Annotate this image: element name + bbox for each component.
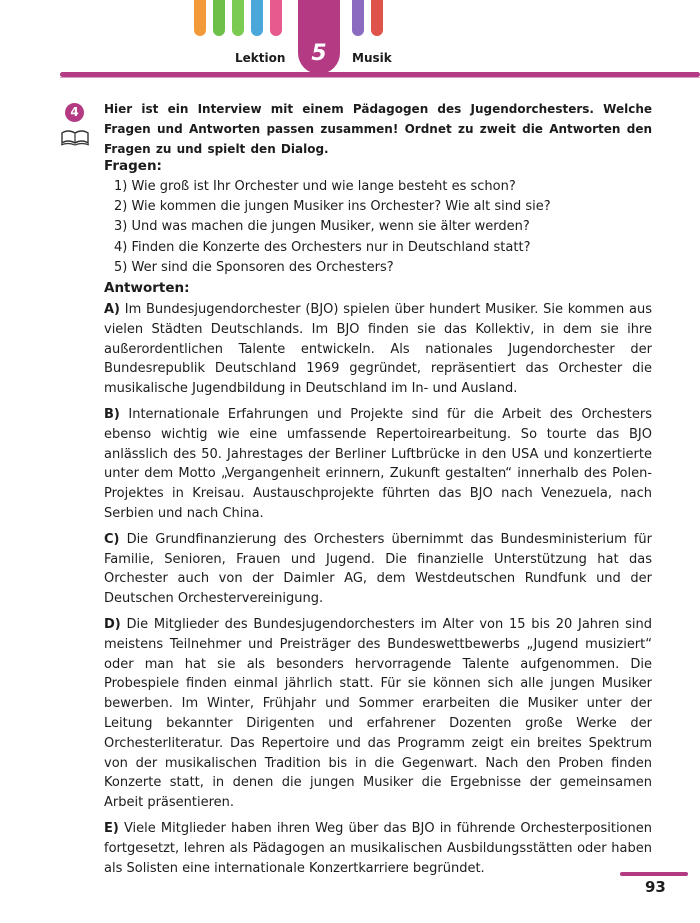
tab-green-2 (232, 0, 244, 36)
answer-text: Die Grundfinanzierung des Orchesters übernimmt das Bundesministerium für Familie, Senioren, Frauen und Jugend. Die finanzielle Unterstützung hat das Orchester auch von der Daimler AG, dem Westdeutschen Rundfunk und der Deutschen Orchestervereinigung. (104, 531, 652, 607)
answer-label: E) (104, 820, 119, 836)
answer-text: Viele Mitglieder haben ihren Weg über das BJO in führende Orchesterpositionen fortgesetzt, lehren als Pädagogen an musikalischen Ausbildungsstätten oder haben als Solisten eine internationale Konzertkarriere begründet. (104, 820, 652, 876)
question-item: 4) Finden die Konzerte des Orchesters nur in Deutschland statt? (114, 239, 531, 255)
bottom-rule (620, 872, 688, 876)
exercise-instruction: Hier ist ein Interview mit einem Pädagogen des Jugendorchesters. Welche Fragen und Antworten passen zusammen! Ordnet zu zweit die Antworten den Fragen zu und spielt den Dialog. (104, 102, 652, 156)
answer-text: Die Mitglieder des Bundesjugendorchesters im Alter von 15 bis 20 Jahren sind meistens Teilnehmer und Preisträger des Bundeswettbewerbs „Jugend musiziert“ oder man hat sie als besonders hervorragende Talente aufgenommen. Die Probespiele finden einmal jährlich statt. Für sie können sich alle jungen Musiker bewerben. Im Winter, Frühjahr und Sommer erarbeiten die Musiker unter der Leitung bekannter Dirigenten und erfahrener Dozenten große Werke der Orchesterliteratur. Das Repertoire und das Programm zeigt ein breites Spektrum von der musikalischen Tradition bis in die Gegenwart. Nach den Proben finden Konzerte statt, in denen die jungen Musiker die Ergebnisse der gemeinsamen Arbeit präsentieren. (104, 616, 652, 811)
questions-title: Fragen: (104, 158, 162, 174)
exercise-number: 4 (65, 103, 84, 122)
tab-red (371, 0, 383, 36)
tab-violet (352, 0, 364, 36)
tab-green (213, 0, 225, 36)
question-item: 2) Wie kommen die jungen Musiker ins Orchester? Wie alt sind sie? (114, 199, 551, 215)
lesson-number-badge (298, 0, 340, 74)
tab-orange (194, 0, 206, 36)
answers-list (104, 300, 652, 884)
answer-c (104, 530, 652, 609)
question-item: 1) Wie groß ist Ihr Orchester und wie lange besteht es schon? (114, 179, 516, 194)
lesson-number: 5 (311, 41, 327, 66)
answer-a (104, 300, 652, 399)
answer-label: D) (104, 616, 121, 632)
top-rule (60, 72, 700, 77)
answer-label: A) (104, 302, 121, 317)
answer-label: C) (104, 531, 120, 547)
page-number: 93 (645, 878, 666, 896)
tab-pink (270, 0, 282, 36)
answers-title: Antworten: (104, 280, 190, 296)
answer-e (104, 819, 652, 878)
topic-label: Musik (352, 51, 392, 65)
lesson-label: Lektion (235, 51, 286, 65)
question-item: 5) Wer sind die Sponsoren des Orchesters? (114, 259, 394, 275)
answer-label: B) (104, 406, 120, 422)
open-book-icon (60, 128, 90, 148)
answer-text: Internationale Erfahrungen und Projekte sind für die Arbeit des Orchesters ebenso wichtig wie eine umfassende Repertoirearbeitung. So tourte das BJO anlässlich des 50. Jahrestages der Berliner Luftbrücke in den USA und konzertierte unter dem Motto „Vergangenheit erinnern, Zukunft gestalten“ innerhalb des Polen-Projektes in Kreisau. Austauschprojekte führten das BJO nach Venezuela, nach Serbien und nach China. (104, 406, 652, 521)
answer-b (104, 405, 652, 524)
tab-blue (251, 0, 263, 36)
questions-list (114, 177, 654, 278)
answer-d (104, 615, 652, 813)
answer-text: Im Bundesjugendorchester (BJO) spielen über hundert Musiker. Sie kommen aus vielen Städten Deutschlands. Im BJO finden sie das Kollektiv, in dem sie ihre außerordentlichen Talente entwickeln. Als nationales Jugendorchester der Bundesrepublik Deutschland 1969 gegründet, repräsentiert das Orchester die musikalische Jugendbildung in Deutschland im In- und Ausland. (104, 302, 652, 397)
lesson-tabs (0, 0, 700, 66)
question-item: 3) Und was machen die jungen Musiker, wenn sie älter werden? (114, 219, 530, 235)
